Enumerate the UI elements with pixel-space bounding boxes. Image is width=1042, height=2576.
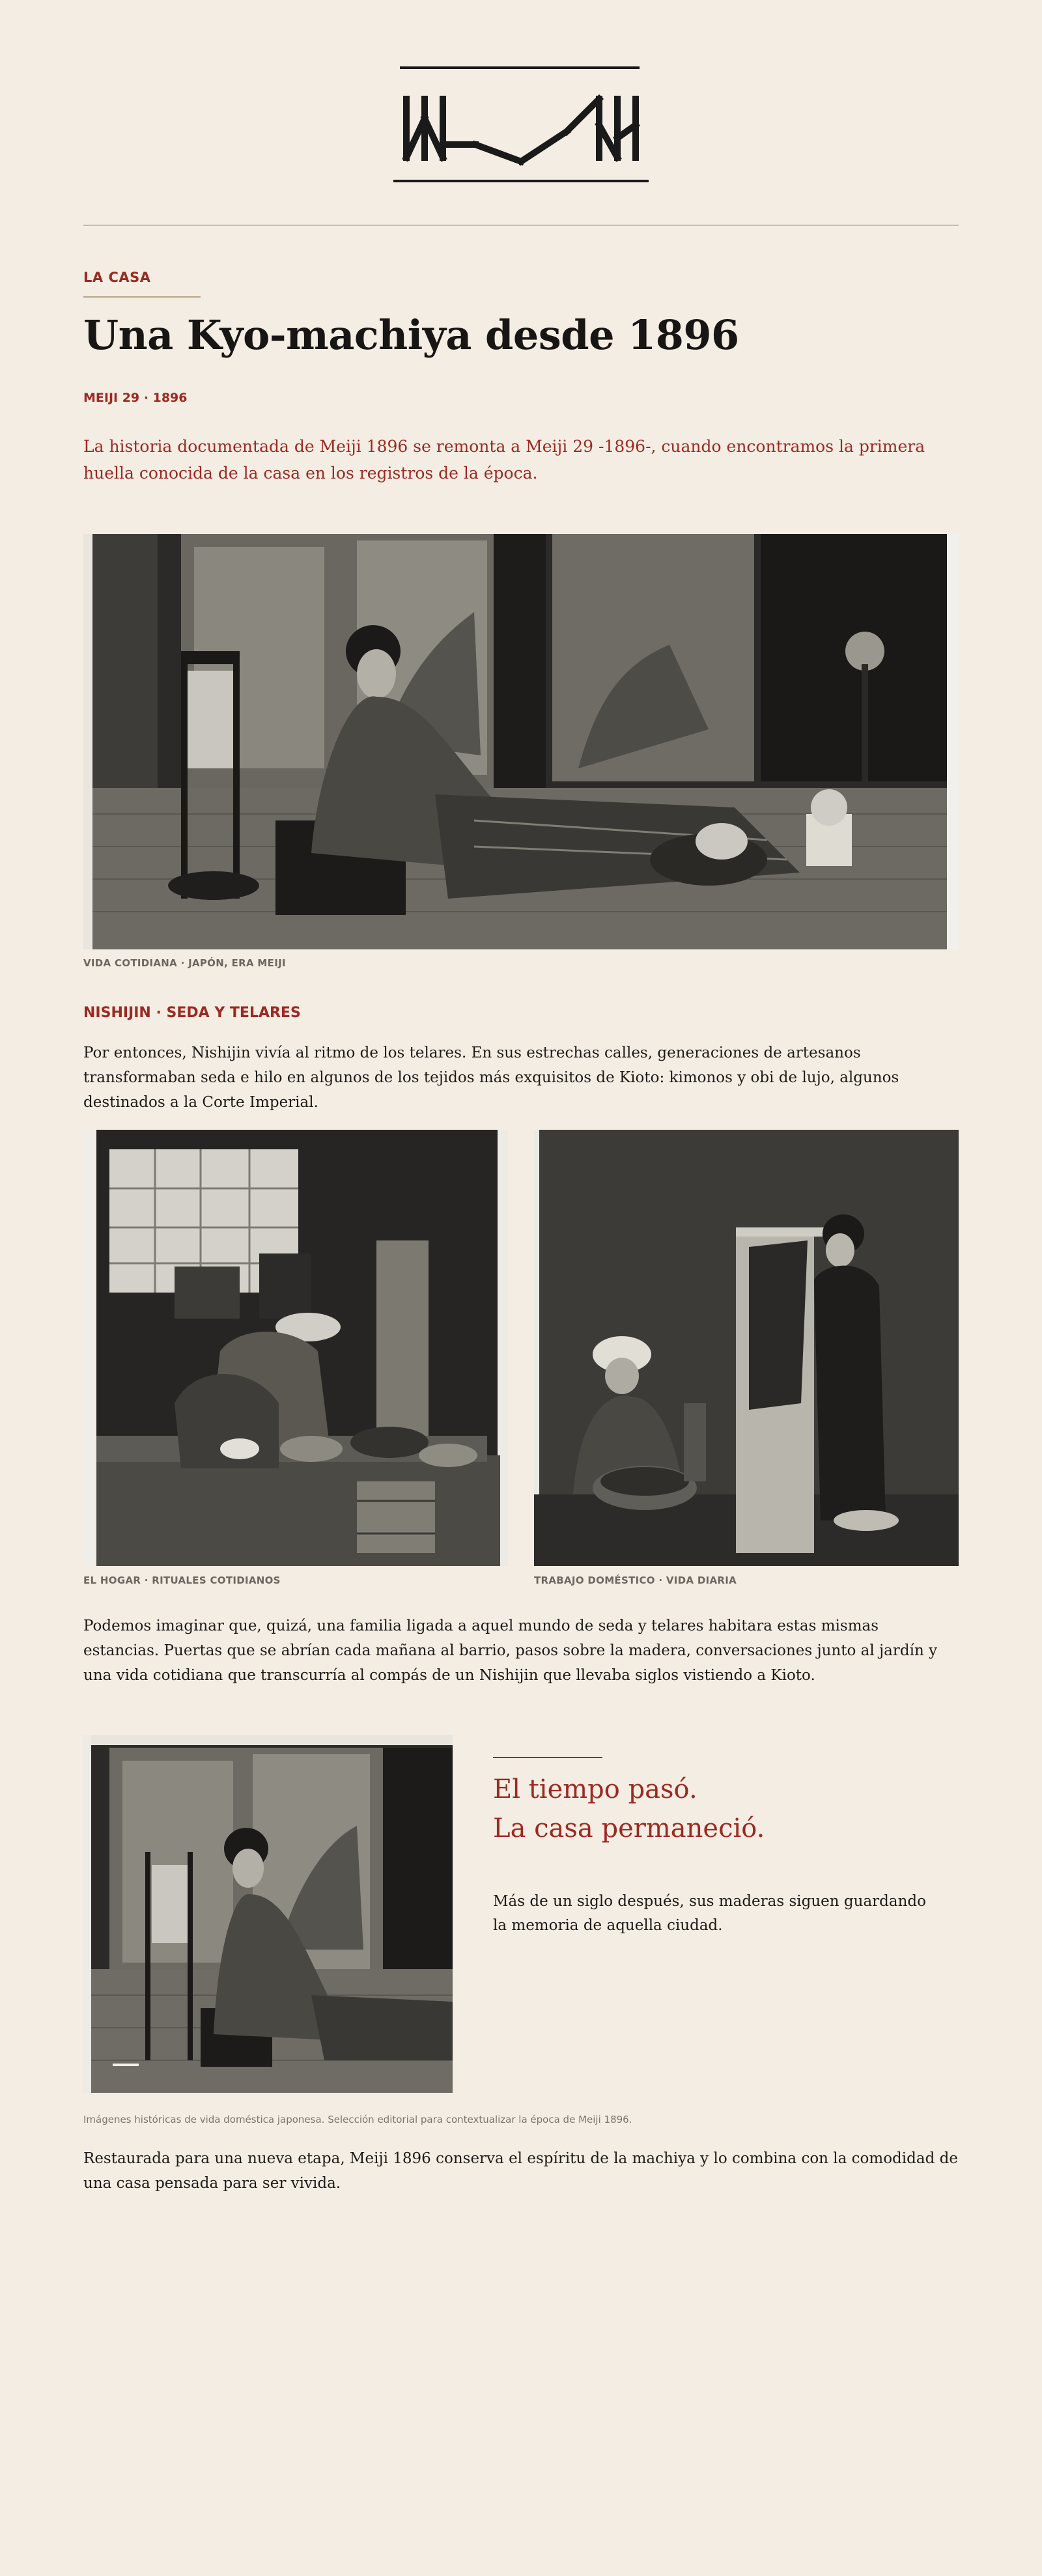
- closing-paragraph: Restaurada para una nueva etapa, Meiji 1896 conserva el espíritu de la machiya y lo combina con la comodidad de una casa pensada para ser vivida.: [83, 2150, 958, 2192]
- lead-paragraph: La historia documentada de Meiji 1896 se remonta a Meiji 29 -1896-, cuando encontramos la primera huella conocida de la casa en los registros de la época.: [83, 437, 925, 483]
- section-eyebrow: LA CASA: [83, 270, 151, 285]
- nishijin-paragraph: Por entonces, Nishijin vivía al ritmo de los telares. En sus estrechas calles, generaciones de artesanos transformaban seda e hilo en algunos de los tejidos más exquisitos de Kioto: kimonos y obi de lujo, algunos destinados a la Corte Imperial.: [83, 1044, 899, 1111]
- date-tag: MEIJI 29 · 1896: [83, 391, 188, 405]
- image-footnote: Imágenes históricas de vida doméstica japonesa. Selección editorial para contextualizar la época de Meiji 1896.: [83, 2114, 632, 2125]
- nishijin-title: NISHIJIN · SEDA Y TELARES: [83, 1005, 301, 1021]
- kitchen-caption: EL HOGAR · RITUALES COTIDIANOS: [83, 1575, 281, 1586]
- quote-line-2: La casa permaneció.: [493, 1813, 765, 1843]
- washing-caption: TRABAJO DOMÉSTICO · VIDA DIARIA: [534, 1575, 737, 1586]
- eyebrow-divider: [83, 296, 201, 298]
- quote-body: Más de un siglo después, sus maderas siguen guardando la memoria de aquella ciudad.: [493, 1893, 926, 1934]
- meiji-1896-logo-icon[interactable]: [393, 66, 649, 184]
- hero-photo: [83, 534, 959, 949]
- kitchen-photo: [83, 1130, 508, 1566]
- header-divider: [83, 225, 959, 226]
- hero-caption: VIDA COTIDIANA · JAPÓN, ERA MEIJI: [83, 957, 286, 969]
- quote-line-1: El tiempo pasó.: [493, 1774, 697, 1804]
- kimono-photo: [83, 1735, 453, 2093]
- quote-divider: [493, 1757, 602, 1758]
- imagine-paragraph: Podemos imaginar que, quizá, una familia ligada a aquel mundo de seda y telares habitara estas mismas estancias. Puertas que se abrían cada mañana al barrio, pasos sobre la madera, conversaciones junto al jardín y una vida cotidiana que transcurría al compás de un Nishijin que llevaba siglos vistiendo a Kioto.: [83, 1617, 938, 1684]
- page-title: Una Kyo-machiya desde 1896: [83, 311, 739, 359]
- washing-photo: [534, 1130, 959, 1566]
